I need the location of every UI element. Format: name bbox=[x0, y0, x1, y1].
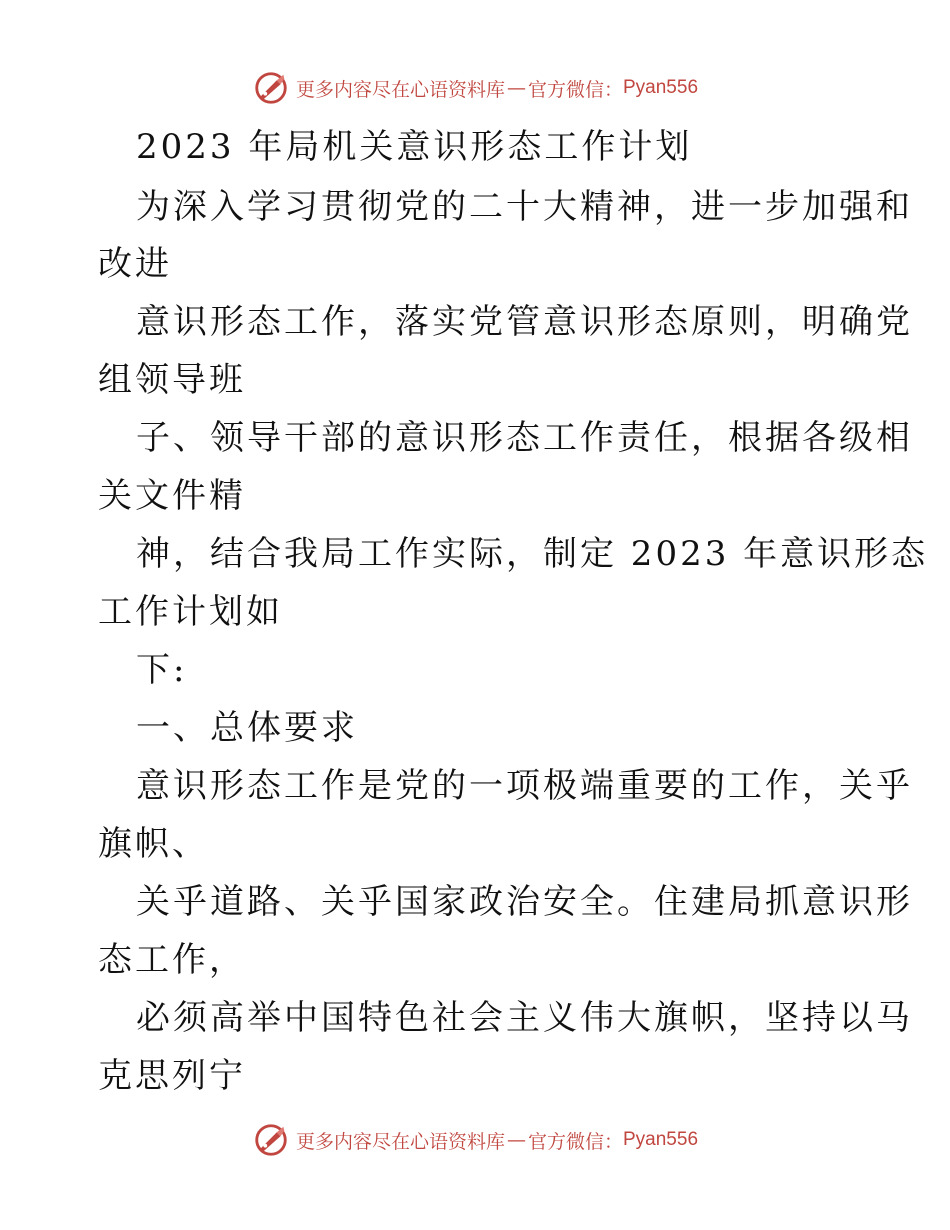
paragraph-line: 下: bbox=[136, 650, 188, 690]
header-watermark-banner bbox=[0, 68, 950, 108]
paragraph-line: 改进 bbox=[98, 244, 172, 284]
paragraph-line: 关文件精 bbox=[98, 476, 246, 516]
wechat-id: Pyan556 bbox=[623, 1129, 699, 1150]
paragraph-line: 组领导班 bbox=[98, 360, 246, 400]
paragraph-line: 态工作， bbox=[98, 940, 246, 980]
paragraph-line: 子、领导干部的意识形态工作责任，根据各级相 bbox=[136, 418, 913, 458]
paragraph-line: 旗帜、 bbox=[98, 824, 209, 864]
section-heading: 一、总体要求 bbox=[136, 708, 358, 748]
paragraph-line: 工作计划如 bbox=[98, 592, 283, 632]
paragraph-line: 克思列宁 bbox=[98, 1056, 246, 1096]
paragraph-line: 关乎道路、关乎国家政治安全。住建局抓意识形 bbox=[136, 882, 913, 922]
paragraph-line: 意识形态工作，落实党管意识形态原则，明确党 bbox=[136, 302, 913, 342]
paragraph-line: 必须高举中国特色社会主义伟大旗帜，坚持以马 bbox=[136, 998, 913, 1038]
document-title: 2023 年局机关意识形态工作计划 bbox=[136, 127, 693, 167]
banner-text: 更多内容尽在心语资料库 bbox=[295, 78, 505, 101]
banner-text: 更多内容尽在心语资料库 bbox=[295, 1130, 505, 1153]
quill-logo-icon bbox=[252, 69, 290, 107]
paragraph-line: 神，结合我局工作实际，制定 2023 年意识形态 bbox=[136, 534, 929, 574]
paragraph-line: 为深入学习贯彻党的二十大精神，进一步加强和 bbox=[136, 187, 913, 227]
wechat-id: Pyan556 bbox=[623, 77, 699, 98]
banner-separator: — bbox=[506, 77, 526, 99]
banner-separator: — bbox=[506, 1129, 526, 1151]
footer-watermark-banner bbox=[0, 1120, 950, 1160]
wechat-label: 官方微信： bbox=[527, 79, 623, 101]
paragraph-line: 意识形态工作是党的一项极端重要的工作，关乎 bbox=[136, 766, 913, 806]
quill-logo-icon bbox=[252, 1121, 290, 1159]
wechat-label: 官方微信： bbox=[527, 1131, 623, 1153]
